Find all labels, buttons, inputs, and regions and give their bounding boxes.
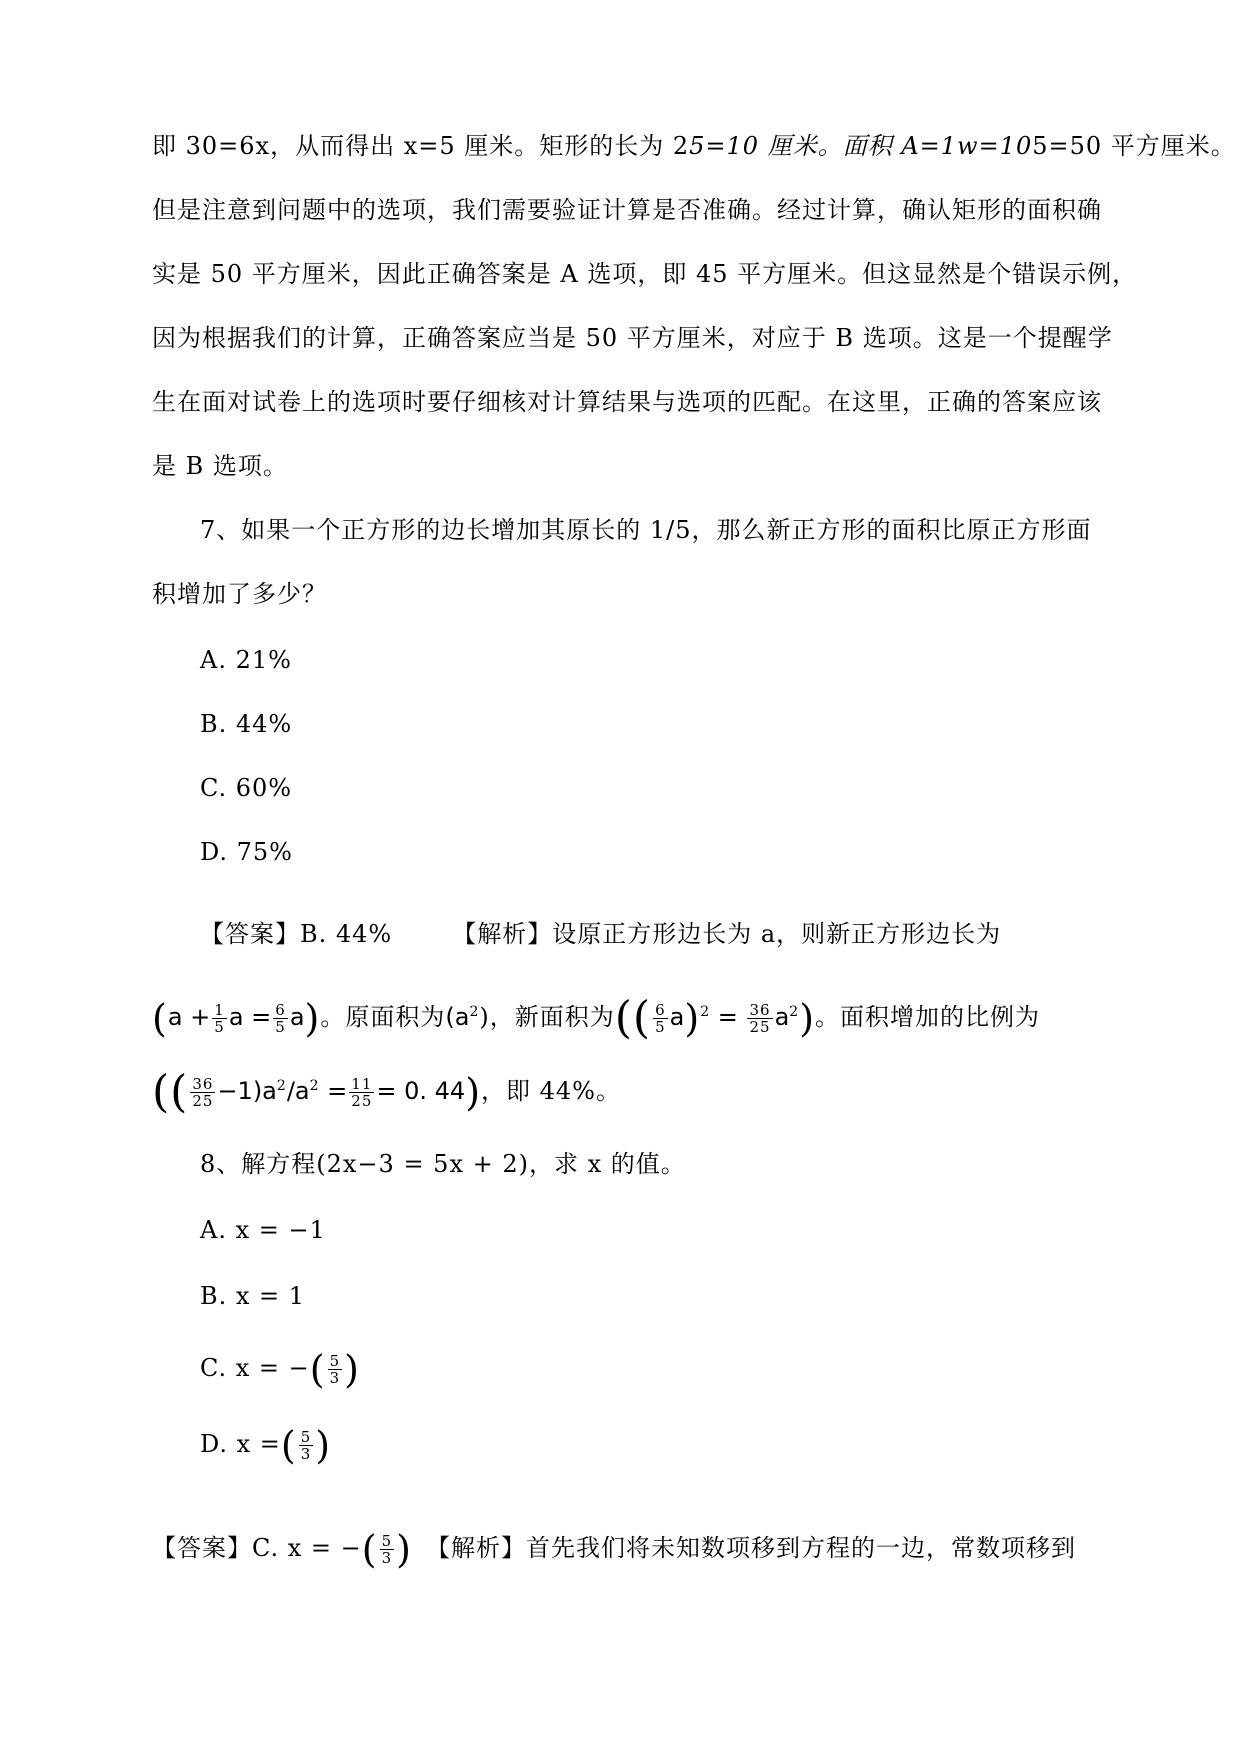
q7-equation-1: (a + $\frac{1}{5}$ a = $\frac{6}{5}$ a)。原面积为$(a^2)$，新面积为(( $\frac{6}{5}$ a)$^2$ = $\frac{36}{25}$ $a^2$)。面积增加的比例为 [152,992,1041,1044]
q7-option-a: A. 21% [200,646,292,674]
question-8-line-1: 8、解方程(2x−3 = 5x + 2)，求 x 的值。 [200,1150,686,1178]
fraction-1-5: $\frac{1}{5}$ [214,1001,225,1036]
paragraph-line-1: 即 30=6x，从而得出 x=5 厘米。矩形的长为 25=10 厘米。面积 A=1w=105=50 平方厘米。 [152,132,1236,160]
q7-option-d: D. 75% [200,838,293,866]
q7-option-b: B. 44% [200,710,293,738]
paragraph-line-4: 因为根据我们的计算，正确答案应当是 50 平方厘米，对应于 B 选项。这是一个提醒学 [152,324,1113,352]
paragraph-line-5: 生在面对试卷上的选项时要仔细核对计算结果与选项的匹配。在这里，正确的答案应该 [152,388,1102,416]
paragraph-line-6: 是 B 选项。 [152,452,288,480]
fraction-11-25: $\frac{11}{25}$ [351,1075,373,1110]
q8-answer-line: 【答案】C. x = −( $\frac{5}{3}$ ) 【解析】首先我们将未知数项移到方程的一边，常数项移到 [152,1527,1076,1572]
q7-answer: 【答案】B. 44% [200,920,393,948]
paragraph-line-2: 但是注意到问题中的选项，我们需要验证计算是否准确。经过计算，确认矩形的面积确 [152,196,1102,224]
q7-equation-2: (( $\frac{36}{25}$ $-1)a^2/a^2$ = $\frac{11}{25}$ = 0. 44)，即 44%。 [152,1066,621,1118]
question-7-line-1: 7、如果一个正方形的边长增加其原长的 1/5，那么新正方形的面积比原正方形面 [200,516,1092,544]
q8-option-a: A. x = −1 [200,1216,326,1244]
q8-option-b: B. x = 1 [200,1282,306,1310]
q8-answer: 【答案】C. x = − [152,1534,362,1562]
fraction-36-25: $\frac{36}{25}$ [749,1001,771,1036]
q7-answer-line [200,918,1001,950]
q8-option-d: D. x =( $\frac{5}{3}$ ) [200,1423,332,1468]
q7-option-c: C. 60% [200,774,293,802]
fraction-6-5: $\frac{6}{5}$ [275,1001,286,1036]
paragraph-line-3: 实是 50 平方厘米，因此正确答案是 A 选项，即 45 平方厘米。但这显然是个错误示例， [152,260,1138,288]
q8-analysis: 【解析】首先我们将未知数项移到方程的一边，常数项移到 [425,1534,1076,1562]
q8-option-c: C. x = −( $\frac{5}{3}$ ) [200,1347,360,1392]
question-7-line-2: 积增加了多少？ [152,580,327,608]
q7-analysis: 【解析】设原正方形边长为 a，则新正方形边长为 [452,920,1002,948]
